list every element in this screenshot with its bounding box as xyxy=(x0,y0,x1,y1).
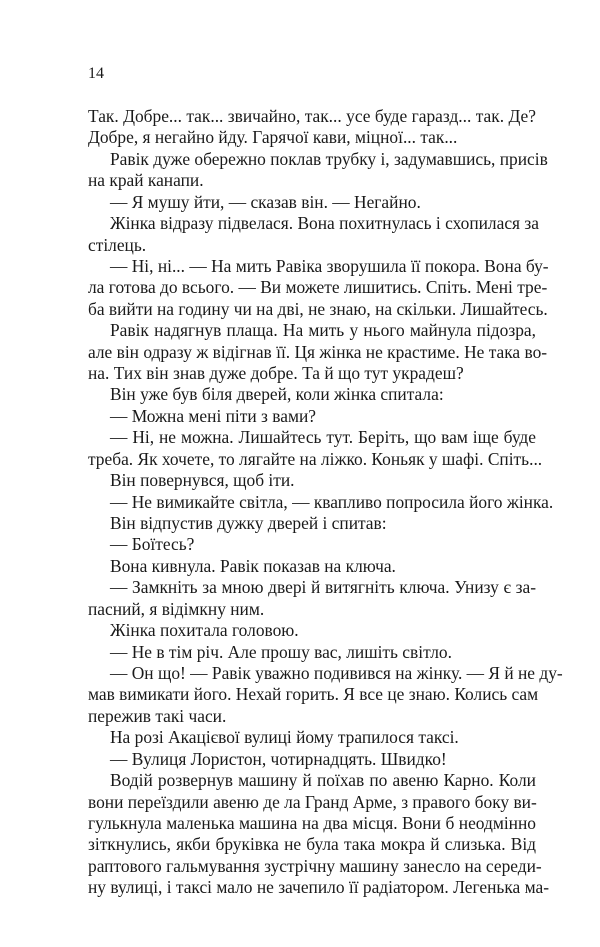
text-line: — Не в тім річ. Але прошу вас, лишіть світло. xyxy=(110,641,452,662)
text-line: — Ні, ні... — На мить Равіка зворушила її покора. Вона бу- xyxy=(110,255,549,276)
text-line: — Замкніть за мною двері й витягніть ключа. Унизу є за- xyxy=(110,577,536,598)
text-line: — Вулиця Лористон, чотирнадцять. Швидко! xyxy=(110,748,447,769)
text-line: мав вимикати його. Нехай горить. Я все це знаю. Колись сам xyxy=(88,684,539,705)
text-line: Равік надягнув плаща. На мить у нього майнула підозра, xyxy=(110,320,536,341)
text-line: — Он що! — Равік уважно подивився на жінку. — Я й не ду- xyxy=(110,662,563,683)
text-line: — Боїтесь? xyxy=(110,534,195,555)
text-line: але він одразу ж відігнав її. Ця жінка не крастиме. Не така во- xyxy=(88,341,548,362)
text-line: стілець. xyxy=(88,234,147,255)
text-line: На розі Акацієвої вулиці йому трапилося таксі. xyxy=(110,727,459,748)
text-line: Він уже був біля дверей, коли жінка спитала: xyxy=(110,384,444,405)
text-line: ба вийти на годину чи на дві, не знаю, на скільки. Лишайтесь. xyxy=(88,298,548,319)
text-line: Він повернувся, щоб іти. xyxy=(110,470,295,491)
text-line: пережив такі часи. xyxy=(88,705,227,726)
text-line: Жінка похитала головою. xyxy=(110,620,299,641)
text-line: ну вулиці, і таксі мало не зачепило її радіатором. Легенька ма- xyxy=(88,877,549,898)
body-text xyxy=(88,106,563,899)
text-line: треба. Як хочете, то лягайте на ліжко. Коньяк у шафі. Спіть... xyxy=(88,448,543,469)
text-line: Він відпустив дужку дверей і спитав: xyxy=(110,513,387,534)
text-line: на край канапи. xyxy=(88,170,204,191)
text-line: раптового гальмування зустрічну машину занесло на середи- xyxy=(88,855,542,876)
text-line: пасний, я відімкну ним. xyxy=(88,598,265,619)
text-line: — Можна мені піти з вами? xyxy=(110,405,316,426)
text-line: Равік дуже обережно поклав трубку і, задумавшись, присів xyxy=(110,148,548,169)
text-line: — Не вимикайте світла, — квапливо попросила його жінка. xyxy=(110,491,554,512)
text-line: вони переїздили авеню де ла Гранд Арме, з правого боку ви- xyxy=(88,791,537,812)
text-line: Так. Добре... так... звичайно, так... усе буде гаразд... так. Де? xyxy=(88,106,536,126)
text-line: Вона кивнула. Равік показав на ключа. xyxy=(110,555,396,576)
text-line: гулькнула маленька машина на два місця. Вони б неодмінно xyxy=(88,812,536,833)
text-line: Добре, я негайно йду. Гарячої кави, міцної... так... xyxy=(88,127,458,148)
text-line: зіткнулись, якби бруківка не була така мокра й слизька. Від xyxy=(88,834,536,855)
text-line: Жінка відразу підвелася. Вона похитнулась і схопилася за xyxy=(110,213,539,234)
text-line: — Я мушу йти, — сказав він. — Негайно. xyxy=(110,191,421,212)
page-number: 14 xyxy=(88,65,104,82)
text-line: Водій розвернув машину й поїхав по авеню Карно. Коли xyxy=(110,770,536,791)
text-line: на. Тих він знав дуже добре. Та й що тут украдеш? xyxy=(88,363,464,384)
text-line: — Ні, не можна. Лишайтесь тут. Беріть, що вам іще буде xyxy=(110,427,536,448)
text-line: ла готова до всього. — Ви можете лишитись. Спіть. Мені тре- xyxy=(88,277,548,298)
